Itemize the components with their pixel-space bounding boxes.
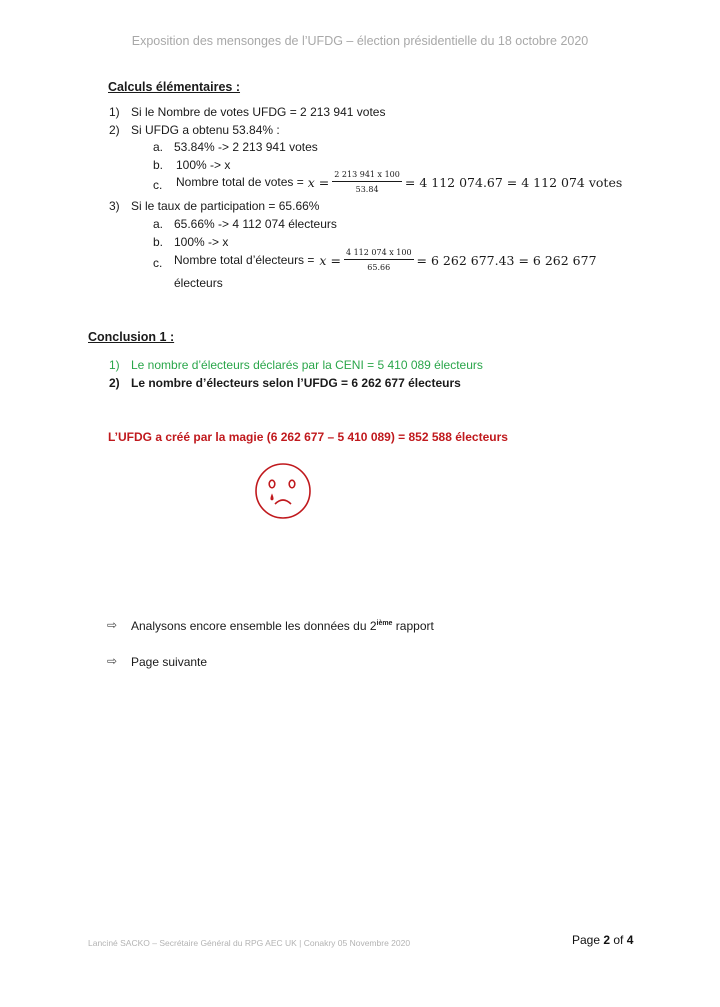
sad-face-icon xyxy=(254,462,312,520)
page-number-total: 4 xyxy=(626,933,634,947)
calc-3c-denominator: 65.66 xyxy=(367,263,391,272)
page-number-of: of xyxy=(610,933,627,947)
calc-2c-numerator: 2 213 941 x 100 xyxy=(332,170,402,182)
sad-face-tear xyxy=(271,496,273,500)
calc-2c-variable: x xyxy=(307,174,315,190)
sad-face-right-eye xyxy=(289,480,295,488)
arrow-right-icon: ⇨ xyxy=(107,654,118,668)
calc-3c-result: = 6 262 677.43 = 6 262 677 xyxy=(416,252,597,268)
calc-2a-label: a. xyxy=(153,140,164,154)
calc-2c-fraction xyxy=(332,170,402,194)
calc-3b-label: b. xyxy=(153,235,164,249)
next-step-analysis-suffix: rapport xyxy=(392,619,434,633)
calc-2c-formula xyxy=(176,170,622,194)
next-step-analysis xyxy=(131,619,434,633)
calc-item-1-number: 1) xyxy=(109,105,120,119)
page-number-current: 2 xyxy=(603,933,611,947)
next-step-analysis-superscript: ième xyxy=(376,620,393,627)
calc-3c-continuation: électeurs xyxy=(174,276,223,290)
calc-2b-label: b. xyxy=(153,158,164,172)
calc-2c-label: c. xyxy=(153,178,163,192)
page-number-prefix: Page xyxy=(572,933,604,947)
calc-3c-numerator: 4 112 074 x 100 xyxy=(344,248,414,260)
conclusion-item-2-text: Le nombre d’électeurs selon l’UFDG = 6 262 677 électeurs xyxy=(131,376,461,390)
calc-3c-equals: = xyxy=(330,252,341,268)
calc-3b-text: 100% -> x xyxy=(174,235,229,249)
next-step-analysis-prefix: Analysons encore ensemble les données du 2 xyxy=(131,619,377,633)
calculs-title: Calculs élémentaires : xyxy=(108,80,241,94)
sad-face-mouth xyxy=(275,500,291,504)
footer-author: Lanciné SACKO – Secrétaire Général du RPG AEC UK | Conakry 05 Novembre 2020 xyxy=(88,938,411,948)
conclusion-item-1-number: 1) xyxy=(109,358,120,372)
calc-3a-text: 65.66% -> 4 112 074 électeurs xyxy=(174,217,337,231)
calc-2b-text: 100% -> x xyxy=(176,158,231,172)
calc-3c-label: c. xyxy=(153,256,163,270)
calc-3c-variable: x xyxy=(319,252,327,268)
calc-item-1-text: Si le Nombre de votes UFDG = 2 213 941 votes xyxy=(131,105,386,119)
page-header: Exposition des mensonges de l’UFDG – élection présidentielle du 18 octobre 2020 xyxy=(131,34,589,48)
calc-3c-formula xyxy=(174,248,597,272)
calc-3a-label: a. xyxy=(153,217,164,231)
calc-3c-text: Nombre total d’électeurs = xyxy=(174,253,315,267)
calc-item-3-text: Si le taux de participation = 65.66% xyxy=(131,199,320,213)
page-number xyxy=(572,933,633,947)
sad-face-outline xyxy=(256,464,310,518)
calc-2c-result: = 4 112 074.67 = 4 112 074 votes xyxy=(404,174,623,190)
calc-item-3-number: 3) xyxy=(109,199,120,213)
calc-item-2-number: 2) xyxy=(109,123,120,137)
sad-face-left-eye xyxy=(269,480,275,488)
next-page-link: Page suivante xyxy=(131,655,208,669)
calc-2c-denominator: 53.84 xyxy=(355,185,379,194)
calc-2c-equals: = xyxy=(318,174,330,190)
calc-2a-text: 53.84% -> 2 213 941 votes xyxy=(174,140,318,154)
conclusion-item-1-text: Le nombre d’électeurs déclarés par la CENI = 5 410 089 électeurs xyxy=(131,358,483,372)
calc-3c-fraction xyxy=(344,248,414,272)
conclusion-item-2-number: 2) xyxy=(109,376,120,390)
calc-item-2-text: Si UFDG a obtenu 53.84% : xyxy=(131,123,280,137)
calc-2c-text: Nombre total de votes = xyxy=(176,175,304,189)
magic-statement: L’UFDG a créé par la magie (6 262 677 – 5 410 089) = 852 588 électeurs xyxy=(108,430,508,444)
conclusion-title: Conclusion 1 : xyxy=(88,330,175,344)
arrow-right-icon: ⇨ xyxy=(107,618,118,632)
